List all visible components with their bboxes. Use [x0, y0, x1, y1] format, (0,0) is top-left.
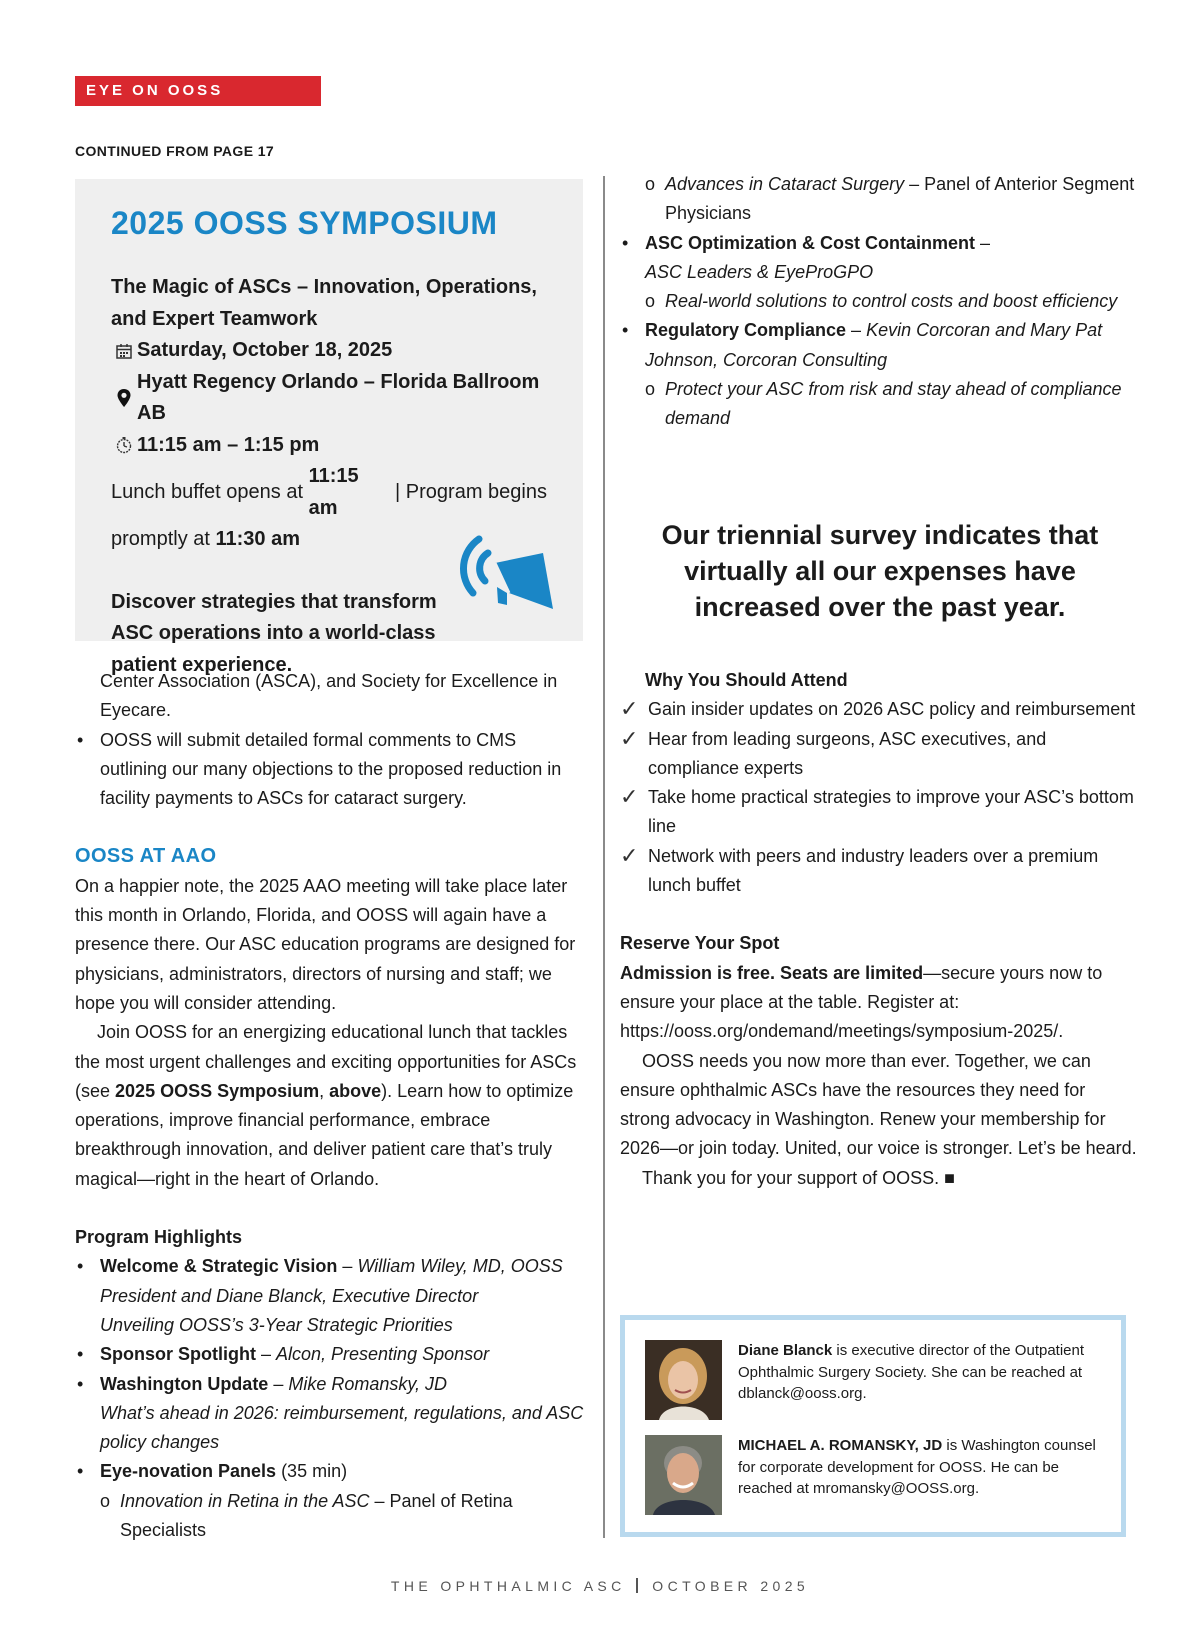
- highlight-item: [75, 1252, 585, 1340]
- highlight-item: [620, 316, 1140, 375]
- list-item: • OOSS will submit detailed formal comments to CMS outlining our many objections to the proposed reduction in facility payments to ASCs for cataract surgery.: [75, 726, 585, 814]
- megaphone-icon: [451, 527, 561, 617]
- highlight-item: [75, 1457, 585, 1486]
- author-bio: [645, 1340, 1103, 1420]
- join-text-end: ). Learn how to optimize operations, improve financial performance, embrace breakthrough innovation, and deliver patient care that’s truly magical—right in the heart of Orlando.: [75, 1080, 574, 1189]
- right-column-main: [620, 666, 1140, 1193]
- symposium-date-text: Saturday, October 18, 2025: [137, 339, 393, 361]
- lunch-prefix: Lunch buffet opens at: [111, 480, 309, 503]
- author-name: Diane Blanck: [738, 1342, 833, 1359]
- highlight-detail: Unveiling OOSS’s 3-Year Strategic Priorities: [100, 1314, 453, 1335]
- footer-separator: [636, 1578, 638, 1593]
- sub-bullet: o: [645, 291, 656, 312]
- left-column: [75, 667, 585, 1545]
- highlight-speaker: Mike Romansky, JD: [288, 1373, 448, 1394]
- footer-publication: THE OPHTHALMIC ASC: [390, 1578, 626, 1594]
- highlight-duration: (35 min): [276, 1461, 348, 1482]
- thanks-text: Thank you for your support of OOSS.: [642, 1167, 940, 1188]
- highlight-title: Eye-novation Panels: [100, 1461, 277, 1482]
- highlight-speaker: William Wiley, MD, OOSS President and Diane Blanck, Executive Director: [100, 1256, 563, 1306]
- sub-item: [620, 287, 1140, 316]
- promptly-prefix: promptly at: [111, 528, 216, 550]
- author-bio: [645, 1435, 1103, 1515]
- symposium-subtitle-2: and Expert Teamwork: [111, 307, 318, 330]
- symposium-box: [75, 179, 583, 676]
- author-bio-text: [738, 1340, 1103, 1420]
- highlight-dash: –: [255, 1344, 276, 1365]
- highlight-dash: –: [337, 1256, 358, 1277]
- check-item: ✓ Hear from leading surgeons, ASC executives, and compliance experts: [620, 725, 1140, 784]
- pull-quote: Our triennial survey indicates that virtually all our expenses have increased over the past year.: [661, 520, 1099, 622]
- highlight-dash: –: [268, 1373, 289, 1394]
- clock-icon: [111, 436, 137, 454]
- sub-item-title: Innovation in Retina in the ASC: [120, 1490, 370, 1511]
- highlights-heading: Program Highlights: [75, 1227, 243, 1248]
- continued-text: Center Association (ASCA), and Society for Excellence in Eyecare.: [100, 671, 558, 721]
- sub-item-detail: Real-world solutions to control costs and boost efficiency: [665, 291, 1118, 312]
- highlight-title: Washington Update: [100, 1373, 269, 1394]
- join-comma: ,: [319, 1080, 330, 1101]
- author-photo: [645, 1435, 722, 1515]
- symposium-title: 2025 OOSS SYMPOSIUM: [111, 205, 498, 241]
- sub-item-rest: – Panel of Anterior Segment Physicians: [665, 174, 1140, 224]
- author-description: is executive director of the Outpatient Ophthalmic Surgery Society. She can be reached at dblanck@ooss.org.: [738, 1342, 1085, 1402]
- symposium-time-text: 11:15 am – 1:15 pm: [137, 433, 320, 456]
- check-item: ✓ Gain insider updates on 2026 ASC policy and reimbursement: [620, 695, 1140, 724]
- highlight-dash: –: [975, 232, 991, 253]
- highlight-speaker: Kevin Corcoran and Mary Pat Johnson, Corcoran Consulting: [645, 320, 1103, 370]
- join-text: Join OOSS for an energizing educational lunch that tackles the most urgent challenges and exciting opportunities for ASCs (see: [75, 1022, 577, 1101]
- sub-bullet: o: [100, 1490, 111, 1511]
- join-bold-symposium: 2025 OOSS Symposium: [115, 1080, 320, 1101]
- location-pin-icon: [111, 388, 137, 408]
- sub-item-title: Advances in Cataract Surgery: [665, 174, 905, 194]
- aao-heading: OOSS AT AAO: [75, 845, 217, 868]
- aao-paragraph: On a happier note, the 2025 AAO meeting will take place later this month in Orlando, Florida, and OOSS will again have a presence there. Our ASC education programs are designed for physicians, administrators, directors of nursing and staff; we hope you will consider attending.: [75, 875, 576, 1013]
- author-bio-text: [738, 1435, 1103, 1515]
- join-paragraph: [75, 1018, 585, 1194]
- footer-issue: OCTOBER 2025: [652, 1578, 810, 1594]
- sub-bullet: o: [645, 174, 656, 194]
- author-description: is Washington counsel for corporate development for OOSS. He can be reached at mromansky@OOSS.org.: [738, 1437, 1096, 1497]
- author-bio-box: [620, 1315, 1126, 1537]
- symposium-location-text: Hyatt Regency Orlando – Florida Ballroom AB: [137, 370, 540, 424]
- author-name: MICHAEL A. ROMANSKY, JD: [738, 1437, 943, 1454]
- highlight-title: Welcome & Strategic Vision: [100, 1256, 338, 1277]
- lunch-mid: | Program begins: [389, 480, 547, 503]
- page-footer: [0, 1578, 1200, 1594]
- calendar-icon: [111, 342, 137, 360]
- symposium-discover: Discover strategies that transform ASC operations into a world-class patient experience.: [111, 590, 437, 676]
- highlight-item: [75, 1370, 585, 1458]
- sub-item: [620, 375, 1140, 434]
- sub-item-detail: Protect your ASC from risk and stay ahead of compliance demand: [665, 379, 1122, 429]
- column-divider: [603, 176, 605, 1538]
- symposium-date: [111, 335, 547, 367]
- author-photo: [645, 1340, 722, 1420]
- thanks-line: [620, 1164, 1140, 1193]
- continued-label: CONTINUED FROM PAGE 17: [75, 143, 275, 159]
- admission-paragraph: [620, 959, 1140, 1047]
- right-column-top: [620, 170, 1140, 434]
- highlight-speaker: ASC Leaders & EyeProGPO: [645, 261, 874, 282]
- check-item: ✓ Take home practical strategies to improve your ASC’s bottom line: [620, 783, 1140, 842]
- join-bold-above: above: [329, 1080, 382, 1101]
- highlight-title: Regulatory Compliance: [645, 320, 847, 341]
- admission-bold: Admission is free. Seats are limited: [620, 962, 924, 983]
- highlight-title: ASC Optimization & Cost Containment: [645, 232, 975, 253]
- symposium-time: [111, 430, 547, 462]
- symposium-subtitle: The Magic of ASCs – Innovation, Operations,: [111, 276, 537, 298]
- sub-bullet: o: [645, 379, 656, 400]
- sub-item: [620, 170, 1140, 229]
- symposium-location: [111, 367, 547, 430]
- end-mark: ■: [944, 1167, 956, 1188]
- highlight-dash: –: [846, 320, 867, 341]
- highlight-item: [75, 1340, 585, 1369]
- lunch-time: 11:15 am: [308, 465, 359, 519]
- reserve-heading: Reserve Your Spot: [620, 933, 780, 954]
- why-attend-heading: Why You Should Attend: [645, 670, 848, 690]
- highlight-item: [620, 229, 1140, 288]
- check-item: ✓ Network with peers and industry leaders over a premium lunch buffet: [620, 842, 1140, 901]
- highlight-speaker: Alcon, Presenting Sponsor: [276, 1344, 490, 1365]
- lunch-info: [111, 461, 547, 524]
- highlight-title: Sponsor Spotlight: [100, 1344, 256, 1365]
- admission-text: —secure yours now to ensure your place at the table. Register at: https://ooss.org/ondemand/meetings/symposium-2025/.: [620, 962, 1103, 1042]
- needs-paragraph: OOSS needs you now more than ever. Together, we can ensure ophthalmic ASCs have the resources they need for strong advocacy in Washington. Renew your membership for 2026—or join today. United, our voice is stronger. Let’s be heard.: [620, 1050, 1137, 1159]
- section-tag: EYE ON OOSS: [75, 76, 321, 106]
- why-attend-list: [620, 695, 1140, 900]
- highlight-detail: What’s ahead in 2026: reimbursement, regulations, and ASC policy changes: [100, 1402, 584, 1453]
- sub-item-rest: – Panel of Retina Specialists: [120, 1490, 518, 1541]
- program-time: 11:30 am: [215, 528, 300, 550]
- sub-item: [75, 1487, 585, 1546]
